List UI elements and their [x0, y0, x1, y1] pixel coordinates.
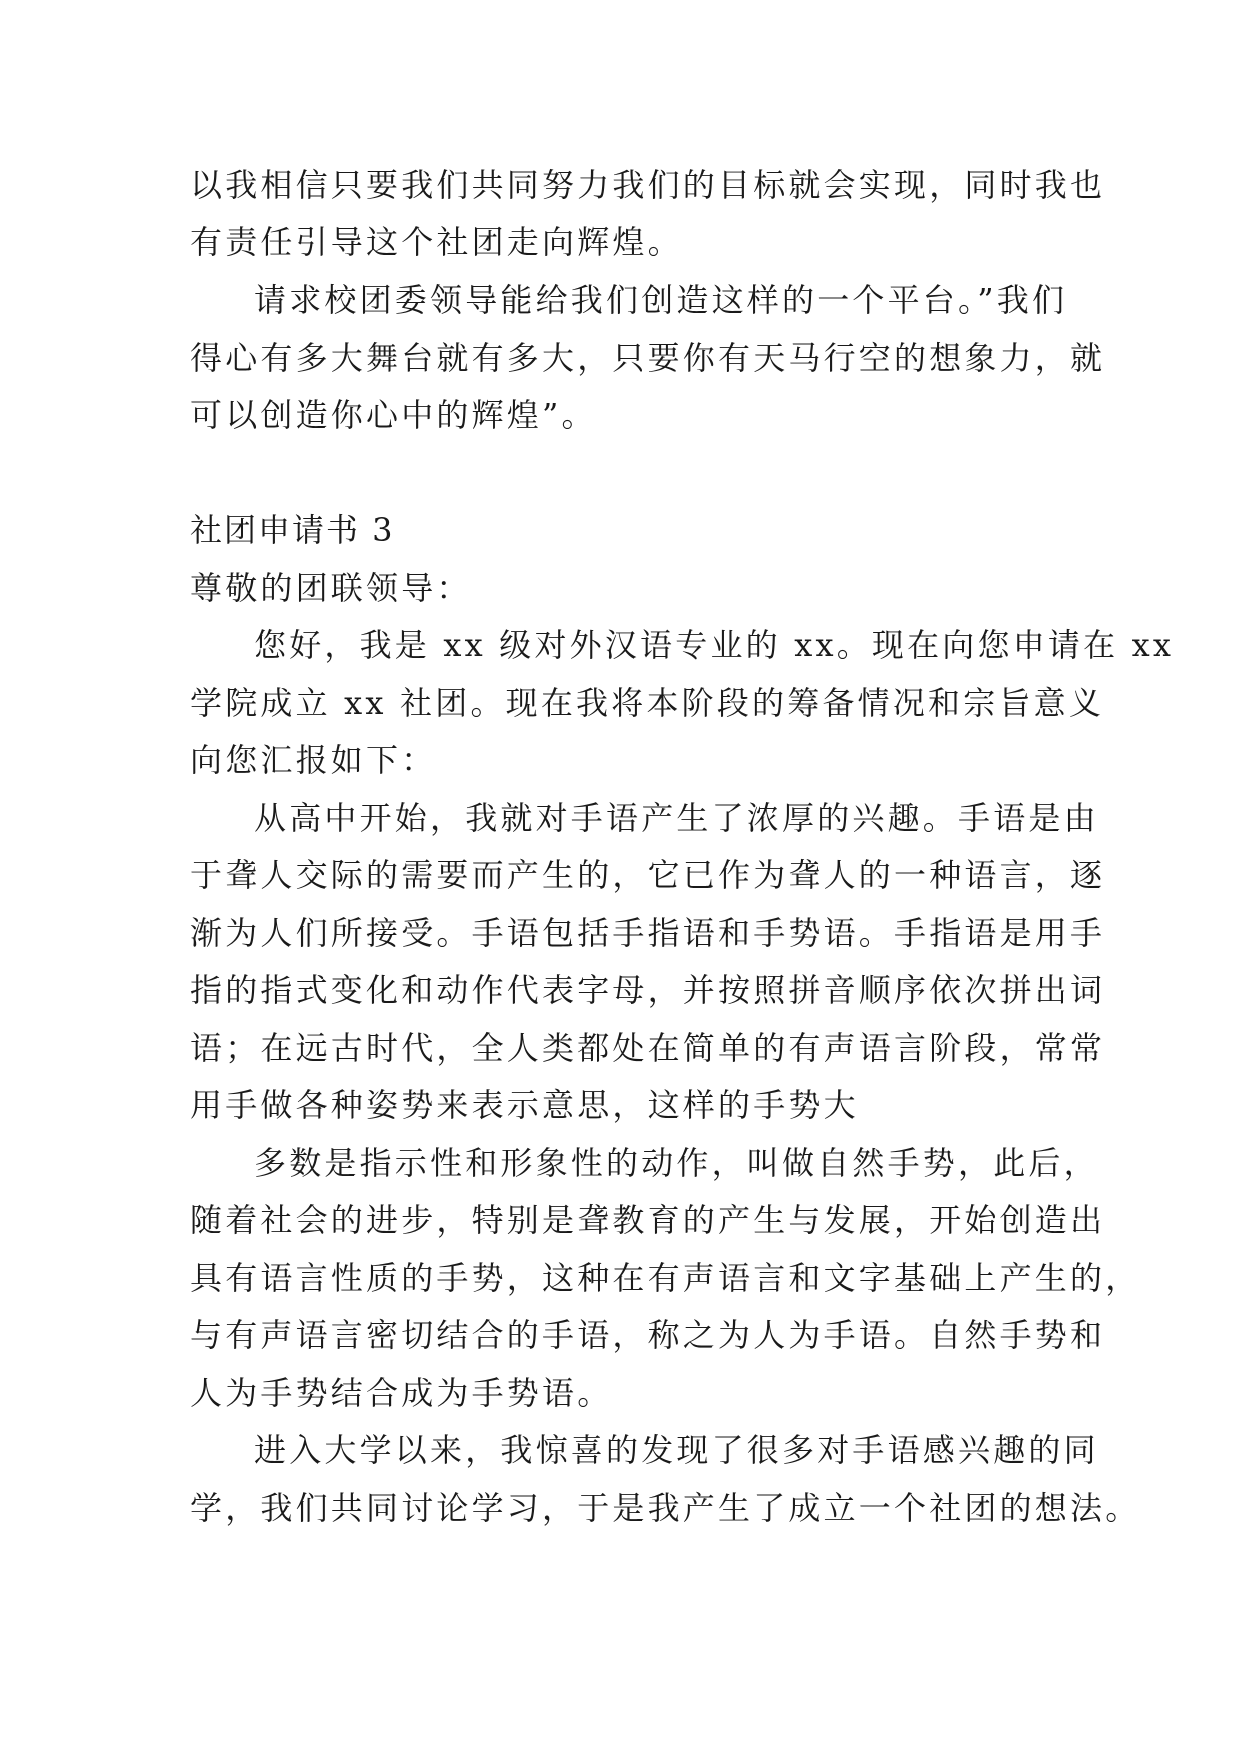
section-heading: 社团申请书 3 — [190, 511, 395, 549]
paragraph-4-line-1: 从高中开始，我就对手语产生了浓厚的兴趣。手语是由 — [254, 799, 1099, 837]
paragraph-4-line-3: 渐为人们所接受。手语包括手指语和手势语。手指语是用手 — [190, 914, 1106, 952]
paragraph-6-line-1: 进入大学以来，我惊喜的发现了很多对手语感兴趣的同 — [254, 1431, 1099, 1469]
paragraph-5-line-5: 人为手势结合成为手势语。 — [190, 1374, 613, 1412]
salutation: 尊敬的团联领导： — [190, 569, 472, 607]
paragraph-3-line-2: 学院成立 xx 社团。现在我将本阶段的筹备情况和宗旨意义 — [190, 684, 1105, 722]
paragraph-5-line-4: 与有声语言密切结合的手语，称之为人为手语。自然手势和 — [190, 1316, 1106, 1354]
paragraph-4-line-5: 语；在远古时代，全人类都处在简单的有声语言阶段，常常 — [190, 1029, 1106, 1067]
paragraph-2-line-3: 可以创造你心中的辉煌”。 — [190, 396, 597, 434]
paragraph-3-line-1: 您好，我是 xx 级对外汉语专业的 xx。现在向您申请在 xx — [254, 626, 1175, 664]
paragraph-5-line-2: 随着社会的进步，特别是聋教育的产生与发展，开始创造出 — [190, 1201, 1106, 1239]
paragraph-4-line-4: 指的指式变化和动作代表字母，并按照拼音顺序依次拼出词 — [190, 971, 1106, 1009]
paragraph-4-line-6: 用手做各种姿势来表示意思，这样的手势大 — [190, 1086, 859, 1124]
paragraph-3-line-3: 向您汇报如下： — [190, 741, 437, 779]
paragraph-2-line-2: 得心有多大舞台就有多大，只要你有天马行空的想象力，就 — [190, 339, 1106, 377]
paragraph-1-line-2: 有责任引导这个社团走向辉煌。 — [190, 223, 683, 261]
paragraph-5-line-1: 多数是指示性和形象性的动作，叫做自然手势，此后， — [254, 1144, 1099, 1182]
paragraph-1-line-1: 以我相信只要我们共同努力我们的目标就会实现，同时我也 — [190, 166, 1106, 204]
paragraph-2-line-1: 请求校团委领导能给我们创造这样的一个平台。”我们 — [254, 281, 1068, 319]
paragraph-4-line-2: 于聋人交际的需要而产生的，它已作为聋人的一种语言，逐 — [190, 856, 1106, 894]
paragraph-6-line-2: 学，我们共同讨论学习，于是我产生了成立一个社团的想法。 — [190, 1489, 1141, 1527]
paragraph-5-line-3: 具有语言性质的手势，这种在有声语言和文字基础上产生的， — [190, 1259, 1141, 1297]
